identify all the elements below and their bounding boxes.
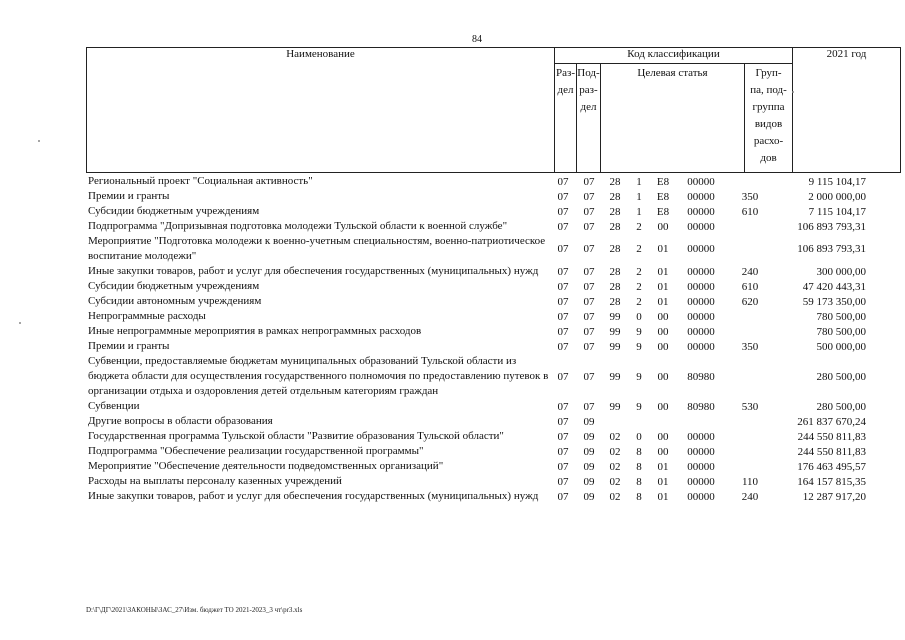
table-row [86, 189, 886, 204]
row-cell-a: 02 [609, 475, 621, 488]
row-cell-rz: 07 [557, 370, 569, 383]
row-cell-d: 00000 [687, 265, 715, 278]
table-row [86, 234, 886, 264]
row-name: Иные закупки товаров, работ и услуг для обеспечения государственных (муниципальных) нужд [88, 265, 539, 277]
row-cell-d: 00000 [687, 445, 715, 458]
col-year-header: 2021 год [793, 48, 901, 173]
row-cell-b: 9 [636, 340, 642, 353]
row-cell-rz: 07 [557, 325, 569, 338]
row-name: Подпрограмма "Обеспечение реализации государственной программы" [88, 445, 424, 457]
row-cell-b: 2 [636, 243, 642, 255]
row-cell-c: 00 [657, 370, 669, 383]
row-cell-c: 00 [657, 325, 669, 338]
col-target-header: Целевая статья [601, 64, 745, 173]
row-name: Субсидии бюджетным учреждениям [88, 280, 260, 292]
row-cell-b: 1 [636, 205, 642, 218]
row-cell-pr: 09 [583, 475, 595, 488]
table-row [86, 219, 886, 234]
row-name: Премии и гранты [88, 340, 170, 352]
table-row [86, 444, 886, 459]
table-body [86, 174, 886, 504]
row-cell-d: 00000 [687, 175, 715, 188]
scan-speck [792, 91, 794, 93]
row-cell-sum: 300 000,00 [816, 265, 866, 278]
row-cell-rz: 07 [557, 280, 569, 293]
table-row [86, 489, 886, 504]
row-cell-pr: 07 [583, 340, 595, 353]
row-cell-rz: 07 [557, 243, 569, 255]
row-cell-a: 02 [609, 460, 621, 473]
row-cell-rz: 07 [557, 430, 569, 443]
row-cell-b: 8 [636, 445, 642, 458]
row-cell-rz: 07 [557, 415, 569, 428]
row-name: Региональный проект "Социальная активность" [88, 175, 313, 187]
table-row [86, 174, 886, 189]
row-cell-a: 28 [609, 243, 621, 255]
row-cell-c: 00 [657, 430, 669, 443]
row-cell-sum: 12 287 917,20 [802, 490, 866, 503]
row-cell-d: 00000 [687, 243, 715, 255]
table-row [86, 279, 886, 294]
row-cell-vr: 240 [741, 265, 759, 278]
table-row [86, 264, 886, 279]
row-cell-rz: 07 [557, 490, 569, 503]
row-cell-vr: 350 [741, 190, 759, 203]
table-row [86, 204, 886, 219]
table-row [86, 354, 886, 399]
col-podrazdel-header: Под- раз- дел [577, 64, 601, 173]
row-cell-a: 99 [609, 370, 621, 383]
row-cell-d: 80980 [687, 370, 715, 383]
row-cell-vr: 350 [741, 340, 759, 353]
row-cell-sum: 106 893 793,31 [797, 243, 866, 255]
row-cell-b: 9 [636, 325, 642, 338]
row-cell-sum: 261 837 670,24 [797, 415, 866, 428]
row-cell-b: 1 [636, 175, 642, 188]
row-cell-rz: 07 [557, 340, 569, 353]
table-row [86, 414, 886, 429]
row-name: Субсидии автономным учреждениям [88, 295, 262, 307]
row-cell-rz: 07 [557, 190, 569, 203]
row-cell-pr: 07 [583, 280, 595, 293]
row-cell-pr: 07 [583, 175, 595, 188]
row-name: Премии и гранты [88, 190, 170, 202]
row-cell-c: 00 [657, 310, 669, 323]
row-cell-d: 80980 [687, 400, 715, 413]
row-cell-pr: 07 [583, 220, 595, 233]
page-number: 84 [472, 34, 482, 45]
row-cell-rz: 07 [557, 460, 569, 473]
row-cell-c: 01 [657, 280, 669, 293]
table-row [86, 309, 886, 324]
row-name: Мероприятие "Обеспечение деятельности подведомственных организаций" [88, 460, 444, 472]
row-cell-pr: 09 [583, 460, 595, 473]
row-name: Мероприятие "Подготовка молодежи к военно-учетным специальностям, военно-патриотическое воспитание молодежи" [88, 235, 546, 262]
row-cell-rz: 07 [557, 295, 569, 308]
row-cell-a: 28 [609, 205, 621, 218]
row-name: Субвенции [88, 400, 140, 412]
table-row [86, 294, 886, 309]
row-cell-d: 00000 [687, 460, 715, 473]
row-cell-sum: 280 500,00 [816, 370, 866, 383]
row-cell-sum: 176 463 495,57 [797, 460, 866, 473]
row-name: Иные непрограммные мероприятия в рамках непрограммных расходов [88, 325, 422, 337]
row-cell-d: 00000 [687, 190, 715, 203]
table-row [86, 324, 886, 339]
row-cell-vr: 530 [741, 400, 759, 413]
row-cell-a: 99 [609, 325, 621, 338]
row-name: Подпрограмма "Допризывная подготовка молодежи Тульской области к военной службе" [88, 220, 508, 232]
row-cell-a: 99 [609, 340, 621, 353]
row-cell-c: E8 [656, 205, 670, 218]
row-cell-b: 2 [636, 280, 642, 293]
row-cell-vr: 610 [741, 205, 759, 218]
row-cell-a: 28 [609, 220, 621, 233]
row-cell-pr: 09 [583, 445, 595, 458]
row-cell-pr: 07 [583, 310, 595, 323]
row-cell-sum: 47 420 443,31 [802, 280, 866, 293]
row-cell-sum: 244 550 811,83 [797, 430, 866, 443]
table-row [86, 399, 886, 414]
row-cell-sum: 780 500,00 [816, 310, 866, 323]
row-cell-d: 00000 [687, 310, 715, 323]
scan-speck [19, 322, 21, 324]
row-cell-sum: 500 000,00 [816, 340, 866, 353]
row-cell-b: 8 [636, 460, 642, 473]
col-razdel-header: Раз- дел [555, 64, 577, 173]
row-cell-rz: 07 [557, 205, 569, 218]
row-cell-c: E8 [656, 175, 670, 188]
row-cell-c: 00 [657, 445, 669, 458]
row-cell-a: 02 [609, 490, 621, 503]
col-classification-header: Код классификации [555, 48, 793, 64]
row-cell-a: 99 [609, 310, 621, 323]
row-cell-b: 2 [636, 220, 642, 233]
row-cell-a: 28 [609, 280, 621, 293]
row-cell-rz: 07 [557, 475, 569, 488]
scan-speck [38, 140, 40, 142]
row-cell-sum: 2 000 000,00 [808, 190, 866, 203]
row-cell-b: 0 [636, 430, 642, 443]
row-cell-b: 0 [636, 310, 642, 323]
row-cell-pr: 09 [583, 415, 595, 428]
col-group-header: Груп- па, под- группа видов расхо- дов [745, 64, 793, 173]
row-cell-vr: 620 [741, 295, 759, 308]
row-cell-c: 01 [657, 265, 669, 278]
row-cell-b: 1 [636, 190, 642, 203]
row-cell-rz: 07 [557, 310, 569, 323]
row-cell-pr: 07 [583, 243, 595, 255]
row-cell-a: 28 [609, 190, 621, 203]
row-cell-d: 00000 [687, 220, 715, 233]
row-cell-b: 2 [636, 295, 642, 308]
row-cell-sum: 244 550 811,83 [797, 445, 866, 458]
row-cell-d: 00000 [687, 490, 715, 503]
row-cell-pr: 07 [583, 295, 595, 308]
row-cell-b: 9 [636, 400, 642, 413]
row-cell-d: 00000 [687, 475, 715, 488]
row-cell-a: 28 [609, 295, 621, 308]
row-name: Государственная программа Тульской области "Развитие образования Тульской области" [88, 430, 504, 442]
row-cell-rz: 07 [557, 175, 569, 188]
table-row [86, 459, 886, 474]
row-cell-c: 01 [657, 243, 669, 255]
row-cell-a: 28 [609, 265, 621, 278]
row-cell-a: 02 [609, 445, 621, 458]
row-cell-c: 00 [657, 400, 669, 413]
row-name: Иные закупки товаров, работ и услуг для обеспечения государственных (муниципальных) нужд [88, 490, 539, 502]
row-cell-c: 01 [657, 460, 669, 473]
row-cell-d: 00000 [687, 280, 715, 293]
row-cell-pr: 07 [583, 400, 595, 413]
row-cell-sum: 106 893 793,31 [797, 220, 866, 233]
row-name: Непрограммные расходы [88, 310, 206, 322]
row-cell-sum: 280 500,00 [816, 400, 866, 413]
row-cell-pr: 07 [583, 325, 595, 338]
row-cell-b: 8 [636, 475, 642, 488]
row-cell-sum: 7 115 104,17 [808, 205, 866, 218]
row-cell-d: 00000 [687, 340, 715, 353]
row-cell-d: 00000 [687, 325, 715, 338]
table-row [86, 429, 886, 444]
row-cell-c: 01 [657, 295, 669, 308]
row-cell-c: E8 [656, 190, 670, 203]
row-cell-c: 00 [657, 220, 669, 233]
row-cell-a: 28 [609, 175, 621, 188]
row-cell-vr: 240 [741, 490, 759, 503]
row-cell-pr: 07 [583, 370, 595, 383]
row-cell-sum: 9 115 104,17 [808, 175, 866, 188]
col-name-header: Наименование [87, 48, 555, 173]
row-cell-rz: 07 [557, 220, 569, 233]
row-cell-pr: 07 [583, 265, 595, 278]
row-cell-rz: 07 [557, 265, 569, 278]
row-cell-a: 02 [609, 430, 621, 443]
row-cell-vr: 110 [741, 475, 759, 488]
row-cell-sum: 780 500,00 [816, 325, 866, 338]
row-cell-pr: 07 [583, 190, 595, 203]
row-cell-sum: 164 157 815,35 [797, 475, 866, 488]
row-cell-pr: 09 [583, 430, 595, 443]
row-name: Субсидии бюджетным учреждениям [88, 205, 260, 217]
row-cell-rz: 07 [557, 445, 569, 458]
table-row [86, 474, 886, 489]
row-cell-c: 00 [657, 340, 669, 353]
row-cell-vr: 610 [741, 280, 759, 293]
row-cell-b: 9 [636, 370, 642, 383]
row-cell-a: 99 [609, 400, 621, 413]
row-name: Субвенции, предоставляемые бюджетам муниципальных образований Тульской области из бюджета области для осуществления государственного полномочия по предоставлению путевок в организации отдыха и оздоровления детей отдельным категориям граждан [88, 355, 549, 397]
row-cell-b: 8 [636, 490, 642, 503]
row-cell-d: 00000 [687, 430, 715, 443]
row-cell-sum: 59 173 350,00 [802, 295, 866, 308]
row-cell-c: 01 [657, 490, 669, 503]
row-cell-pr: 07 [583, 205, 595, 218]
row-cell-rz: 07 [557, 400, 569, 413]
row-cell-pr: 09 [583, 490, 595, 503]
table-row [86, 339, 886, 354]
row-name: Другие вопросы в области образования [88, 415, 273, 427]
table-header [86, 47, 901, 173]
row-name: Расходы на выплаты персоналу казенных учреждений [88, 475, 342, 487]
row-cell-d: 00000 [687, 295, 715, 308]
row-cell-d: 00000 [687, 205, 715, 218]
row-cell-b: 2 [636, 265, 642, 278]
row-cell-c: 01 [657, 475, 669, 488]
file-path-footer: D:\Г\ДГ\2021\ЗАКОНЫ\ЗАС_27\Изм. бюджет ТО 2021-2023_3 чт\pr3.xls [86, 606, 303, 614]
